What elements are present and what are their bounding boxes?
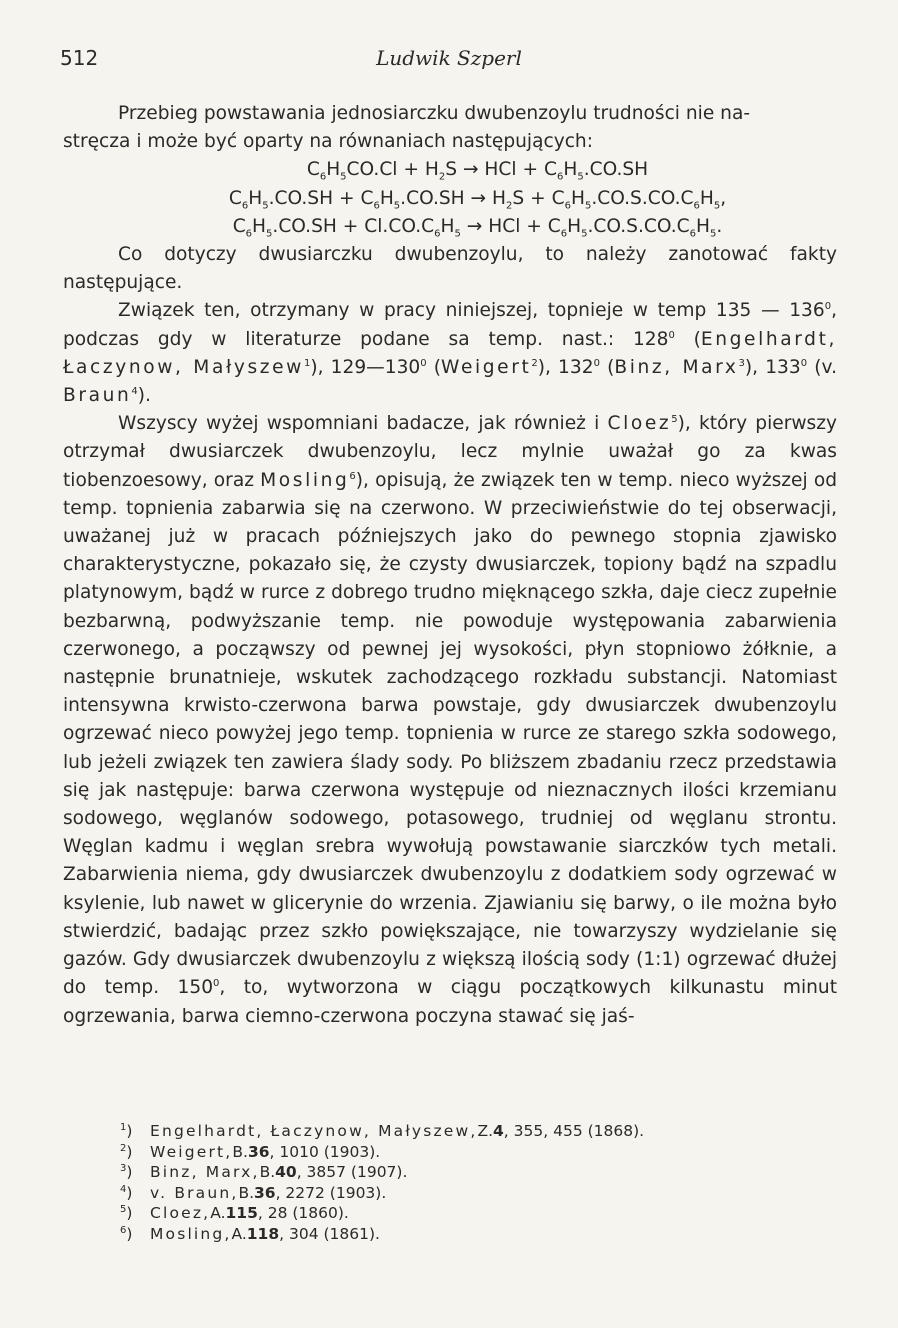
footnote-2: [120, 1142, 820, 1163]
eq-text: H: [567, 215, 582, 237]
footnote-ref: 4: [131, 385, 138, 397]
equation-2: [63, 185, 837, 213]
footnote-paren: ): [126, 1224, 133, 1243]
eq-text: H: [326, 159, 341, 181]
footnote-authors: Weigert,: [150, 1142, 233, 1161]
footnote-ref: 3: [738, 357, 745, 369]
footnote-authors: Binz, Marx,: [150, 1163, 260, 1181]
para-text: ), 129—130: [310, 356, 421, 378]
para-text: (: [426, 356, 442, 378]
eq-sub: 5: [710, 228, 717, 240]
footnote-paren: ): [126, 1163, 133, 1181]
eq-text: .CO.S.CO.C: [587, 215, 690, 237]
footnote-journal: B.: [238, 1183, 254, 1202]
para-text: ), 133: [744, 356, 801, 378]
eq-text: H: [248, 187, 263, 209]
para-text: , podczas gdy w literaturze podane sa temp. nast.: 128: [63, 300, 837, 350]
eq-sub: 6: [560, 228, 568, 240]
footnote-number: 2: [120, 1142, 127, 1154]
intro-line-2: stręcza i może być oparty na równaniach następujących:: [63, 131, 593, 153]
footnote-pages: , 28 (1860).: [257, 1204, 349, 1222]
body-text: [63, 100, 837, 1031]
eq-sub: 6: [241, 200, 249, 212]
eq-text: .CO.SH: [583, 159, 649, 181]
eq-sub: 6: [689, 228, 697, 240]
eq-sub: 5: [577, 172, 584, 184]
degree-sup: 0: [824, 301, 832, 313]
para-text: ), opisują, że związek ten w temp. nieco wyższej od temp. topnienia zabarwia się na czerwono. W przeciwieństwie do tej obserwacji, uważanej już w pracach późniejszych jako do pewnego stopnia zjawisko charakterystyczne, pokazało się, że czysty dwusiarczek, topiony bądź na szpadlu platynowym, bądź w rurce z dobrego trudno mięknącego szkła, daje ciecz zupełnie bezbarwną, podwyższanie temp. nie powoduje występowania zabarwienia czerwonego, a począwszy od pewnej jej wysokości, płyn stopniowo żółknie, a następnie brunatnieje, wskutek zachodzącego rozkładu substancji. Natomiast intensywna krwisto-czerwona barwa powstaje, gdy dwusiarczek dwubenzoylu ogrzewać nieco powyżej jego temp. topnienia w rurce ze starego szkła sodowego, lub jeżeli związek ten zawiera ślady sody. Po bliższem zbadaniu rzecz przedstawia się jak następuje: barwa czerwona występuje od nieznacznych ilości krzemianu sodowego, węglanów sodowego, potasowego, trudniej od węglanu strontu. Węglan kadmu i węglan srebra wywołują powstawanie siarczków tych metali. Zabarwienia niema, gdy dwusiarczek dwubenzoylu z dodatkiem sody ogrzewać w ksylenie, lub nawet w glicerynie do wrzenia. Zjawianiu się barwy, o ile można było stwierdzić, badając przez szkło powiększające, nie towarzyszy wydzielanie się gazów. Gdy dwusiarczek dwubenzoylu z większą ilością sody (1:1) ogrzewać dłużej do temp. 150: [63, 469, 837, 999]
para-text: ).: [137, 385, 151, 407]
eq-text: C: [228, 187, 242, 209]
footnote-authors: Cloez,: [150, 1204, 211, 1222]
eq-text: .CO.SH + Cl.CO.C: [272, 215, 435, 237]
eq-text: H: [440, 215, 455, 237]
eq-text: → HCl + C: [460, 215, 561, 237]
eq-sub: 6: [556, 172, 564, 184]
running-author: Ludwik Szperl: [376, 46, 522, 70]
author-name: Braun: [63, 385, 132, 407]
footnote-mark: [120, 1203, 150, 1224]
footnote-volume: 40: [275, 1163, 297, 1181]
eq-text: .: [716, 215, 723, 237]
footnote-number: 6: [120, 1224, 127, 1236]
footnote-number: 1: [120, 1121, 127, 1133]
footnote-journal: B.: [259, 1163, 276, 1181]
footnote-ref: 5: [671, 414, 678, 426]
footnote-volume: 36: [247, 1142, 270, 1161]
footnote-pages: , 3857 (1907).: [296, 1163, 408, 1181]
footnote-mark: [120, 1183, 150, 1204]
para-text: (: [599, 356, 615, 378]
eq-text: S → HCl + C: [445, 159, 557, 181]
degree-sup: 0: [420, 357, 427, 369]
intro-paragraph: [63, 100, 837, 156]
footnote-volume: 115: [225, 1204, 258, 1222]
footnote-paren: ): [126, 1204, 133, 1222]
eq-sub: 5: [340, 172, 347, 184]
eq-text: S + C: [512, 187, 565, 209]
eq-sub: 5: [584, 200, 592, 212]
eq-sub: 6: [564, 200, 571, 212]
eq-sub: 5: [581, 228, 588, 240]
intro-line-1: Przebieg powstawania jednosiarczku dwubenzoylu trudności nie na-: [118, 103, 751, 124]
paragraph-2: [63, 297, 837, 410]
footnote-paren: ): [126, 1122, 133, 1140]
degree-sup: 0: [593, 357, 600, 369]
footnote-pages: , 2272 (1903).: [275, 1183, 387, 1202]
footnote-authors: v. Braun,: [150, 1183, 239, 1202]
para-text: Wszyscy wyżej wspomniani badacze, jak również i: [118, 413, 608, 435]
footnote-volume: 4: [493, 1122, 504, 1140]
footnote-journal: A.: [231, 1224, 247, 1243]
eq-text: H: [379, 187, 394, 209]
eq-text: H: [696, 215, 710, 237]
footnotes: [120, 1121, 820, 1244]
footnote-number: 3: [120, 1162, 127, 1174]
footnote-ref: 6: [349, 470, 356, 482]
footnote-authors: Mosling,: [150, 1224, 232, 1243]
para-text: , to, wytworzona w ciągu początkowych kilkunastu minut ogrzewania, barwa ciemno-czerwona poczyna stawać się jaś-: [63, 977, 838, 1027]
equation-3: [63, 213, 837, 241]
footnote-journal: Z.: [477, 1122, 493, 1140]
eq-sub: 5: [393, 200, 401, 212]
eq-sub: 5: [713, 200, 721, 212]
footnote-journal: A.: [210, 1204, 226, 1222]
footnote-1: [120, 1121, 820, 1142]
footnote-6: [120, 1224, 820, 1245]
eq-sub: 6: [434, 228, 441, 240]
paragraph-3: [63, 410, 837, 1030]
para-text: ), 132: [537, 356, 594, 378]
running-header: [0, 46, 898, 80]
eq-text: H: [252, 215, 267, 237]
paragraph-1: Co dotyczy dwusiarczku dwubenzoylu, to należy zanotować fakty następujące.: [63, 244, 837, 294]
degree-sup: 0: [213, 978, 220, 990]
eq-text: H: [570, 187, 585, 209]
footnote-mark: [120, 1224, 150, 1245]
para-text: (: [674, 328, 701, 350]
eq-text: .CO.SH → H: [400, 187, 507, 209]
eq-text: H: [563, 159, 578, 181]
author-name: Weigert: [441, 356, 532, 378]
eq-text: C: [232, 215, 246, 237]
author-name: Cloez: [607, 413, 672, 435]
eq-text: .CO.SH + C: [268, 187, 374, 209]
footnote-number: 4: [120, 1183, 127, 1195]
footnote-mark: [120, 1142, 150, 1163]
footnote-4: [120, 1183, 820, 1204]
footnote-3: [120, 1162, 820, 1183]
footnote-pages: , 355, 455 (1868).: [503, 1122, 645, 1140]
eq-text: CO.Cl + H: [346, 159, 439, 181]
para-text: (v.: [807, 356, 837, 378]
footnote-pages: , 304 (1861).: [279, 1224, 380, 1243]
footnote-number: 5: [120, 1203, 127, 1215]
eq-text: H: [699, 187, 714, 209]
footnote-pages: , 1010 (1903).: [269, 1142, 381, 1161]
footnote-mark: [120, 1162, 150, 1183]
para-text: Związek ten, otrzymany w pracy niniejszej, topnieje w temp 135 — 136: [118, 300, 825, 322]
footnote-paren: ): [126, 1183, 133, 1202]
footnote-volume: 118: [246, 1224, 280, 1243]
eq-sub: 5: [262, 200, 269, 212]
footnote-volume: 36: [254, 1183, 276, 1202]
eq-text: .CO.S.CO.C: [591, 187, 694, 209]
eq-sub: 6: [319, 172, 327, 184]
equation-1: [63, 156, 837, 184]
eq-sub: 6: [245, 228, 253, 240]
footnote-paren: ): [126, 1142, 133, 1161]
para-text: ), który pierwszy otrzymał dwusiarczek dwubenzoylu, lecz mylnie uważał go za kwas tiobenzoesowy, oraz: [63, 413, 837, 491]
page-number: 512: [60, 46, 99, 70]
author-name: Mosling: [260, 469, 350, 491]
eq-sub: 6: [373, 200, 380, 212]
author-name: Engelhardt, Łaczynow, Małyszew: [63, 328, 837, 378]
eq-sub: 2: [506, 200, 513, 212]
footnote-authors: Engelhardt, Łaczynow, Małyszew,: [150, 1122, 478, 1140]
footnote-mark: [120, 1121, 150, 1142]
eq-sub: 6: [693, 200, 700, 212]
eq-text: ,: [720, 187, 727, 209]
eq-text: C: [306, 159, 320, 181]
eq-sub: 2: [438, 172, 446, 184]
eq-sub: 5: [266, 228, 273, 240]
footnote-ref: 2: [531, 357, 538, 369]
footnote-journal: B.: [232, 1142, 248, 1161]
degree-sup: 0: [668, 329, 675, 341]
footnote-5: [120, 1203, 820, 1224]
eq-sub: 5: [454, 228, 461, 240]
footnote-ref: 1: [303, 357, 311, 369]
author-name: Binz, Marx: [614, 356, 739, 378]
degree-sup: 0: [800, 357, 808, 369]
